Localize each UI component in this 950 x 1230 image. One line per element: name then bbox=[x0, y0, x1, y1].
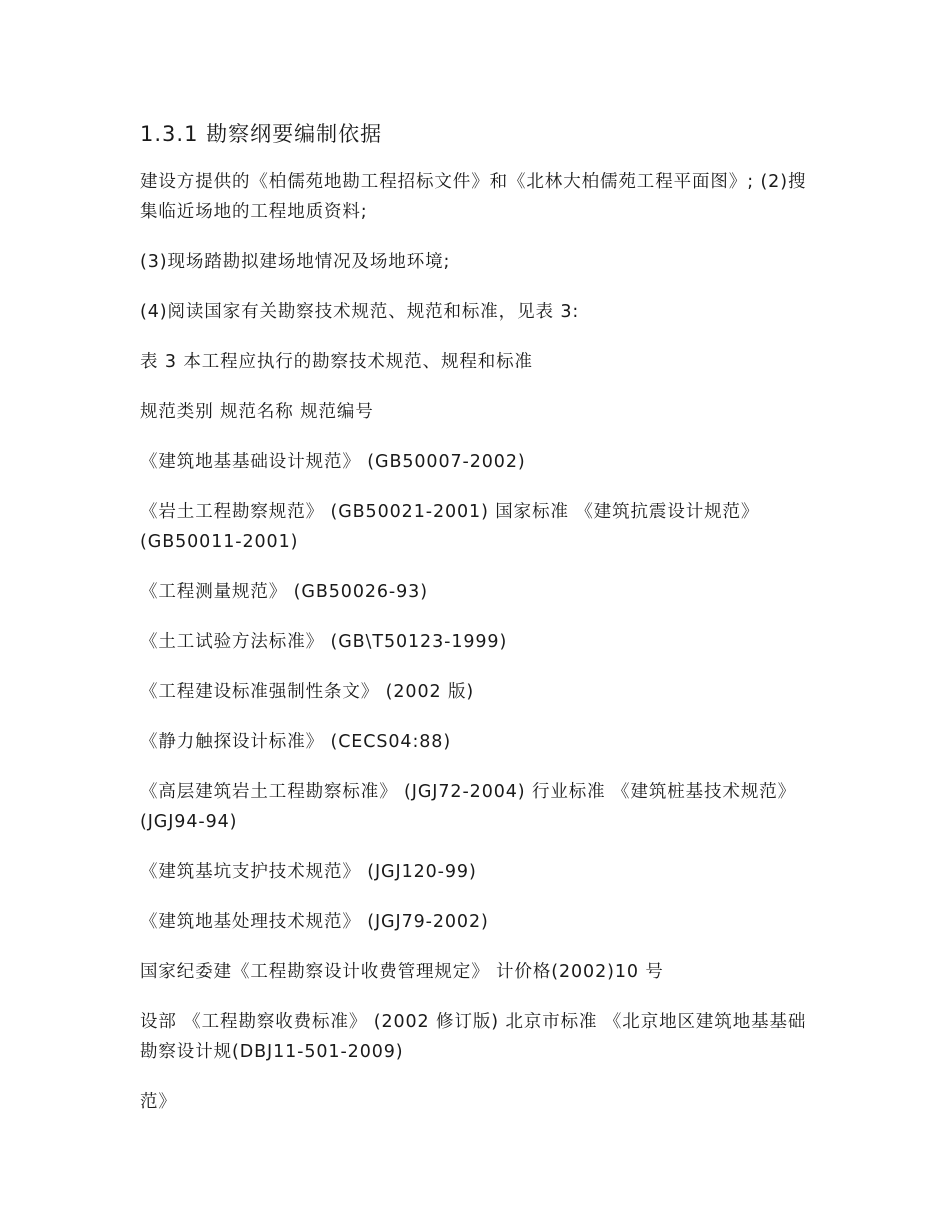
paragraph-basis-documents: 建设方提供的《柏儒苑地勘工程招标文件》和《北林大柏儒苑工程平面图》; (2)搜集临近场地的工程地质资料; bbox=[140, 172, 807, 222]
standard-item: 《工程建设标准强制性条文》 (2002 版) bbox=[140, 682, 475, 702]
standard-item: 《建筑地基处理技术规范》 (JGJ79-2002) bbox=[140, 912, 489, 932]
standard-item: 《建筑地基基础设计规范》 (GB50007-2002) bbox=[140, 452, 526, 472]
table-caption: 表 3 本工程应执行的勘察技术规范、规程和标准 bbox=[140, 352, 533, 372]
paragraph-read-standards: (4)阅读国家有关勘察技术规范、规范和标准，见表 3: bbox=[140, 302, 580, 322]
standard-item: 国家纪委建《工程勘察设计收费管理规定》 计价格(2002)10 号 bbox=[140, 962, 664, 982]
document-body bbox=[140, 118, 820, 1137]
standard-item: 《土工试验方法标准》 (GB\T50123-1999) bbox=[140, 632, 508, 652]
paragraph-site-survey: (3)现场踏勘拟建场地情况及场地环境; bbox=[140, 252, 451, 272]
standard-item: 《高层建筑岩土工程勘察标准》 (JGJ72-2004) 行业标准 《建筑桩基技术规范》 (JGJ94-94) bbox=[140, 782, 797, 832]
section-heading: 1.3.1 勘察纲要编制依据 bbox=[140, 122, 383, 146]
standard-item: 《静力触探设计标准》 (CECS04:88) bbox=[140, 732, 452, 752]
standard-item: 《岩土工程勘察规范》 (GB50021-2001) 国家标准 《建筑抗震设计规范》 (GB50011-2001) bbox=[140, 502, 760, 552]
standard-item: 《工程测量规范》 (GB50026-93) bbox=[140, 582, 428, 602]
table-header-row: 规范类别 规范名称 规范编号 bbox=[140, 402, 374, 422]
standard-item: 设部 《工程勘察收费标准》 (2002 修订版) 北京市标准 《北京地区建筑地基基础勘察设计规(DBJ11-501-2009) bbox=[140, 1012, 807, 1062]
standard-item-continuation: 范》 bbox=[140, 1092, 177, 1112]
standard-item: 《建筑基坑支护技术规范》 (JGJ120-99) bbox=[140, 862, 477, 882]
